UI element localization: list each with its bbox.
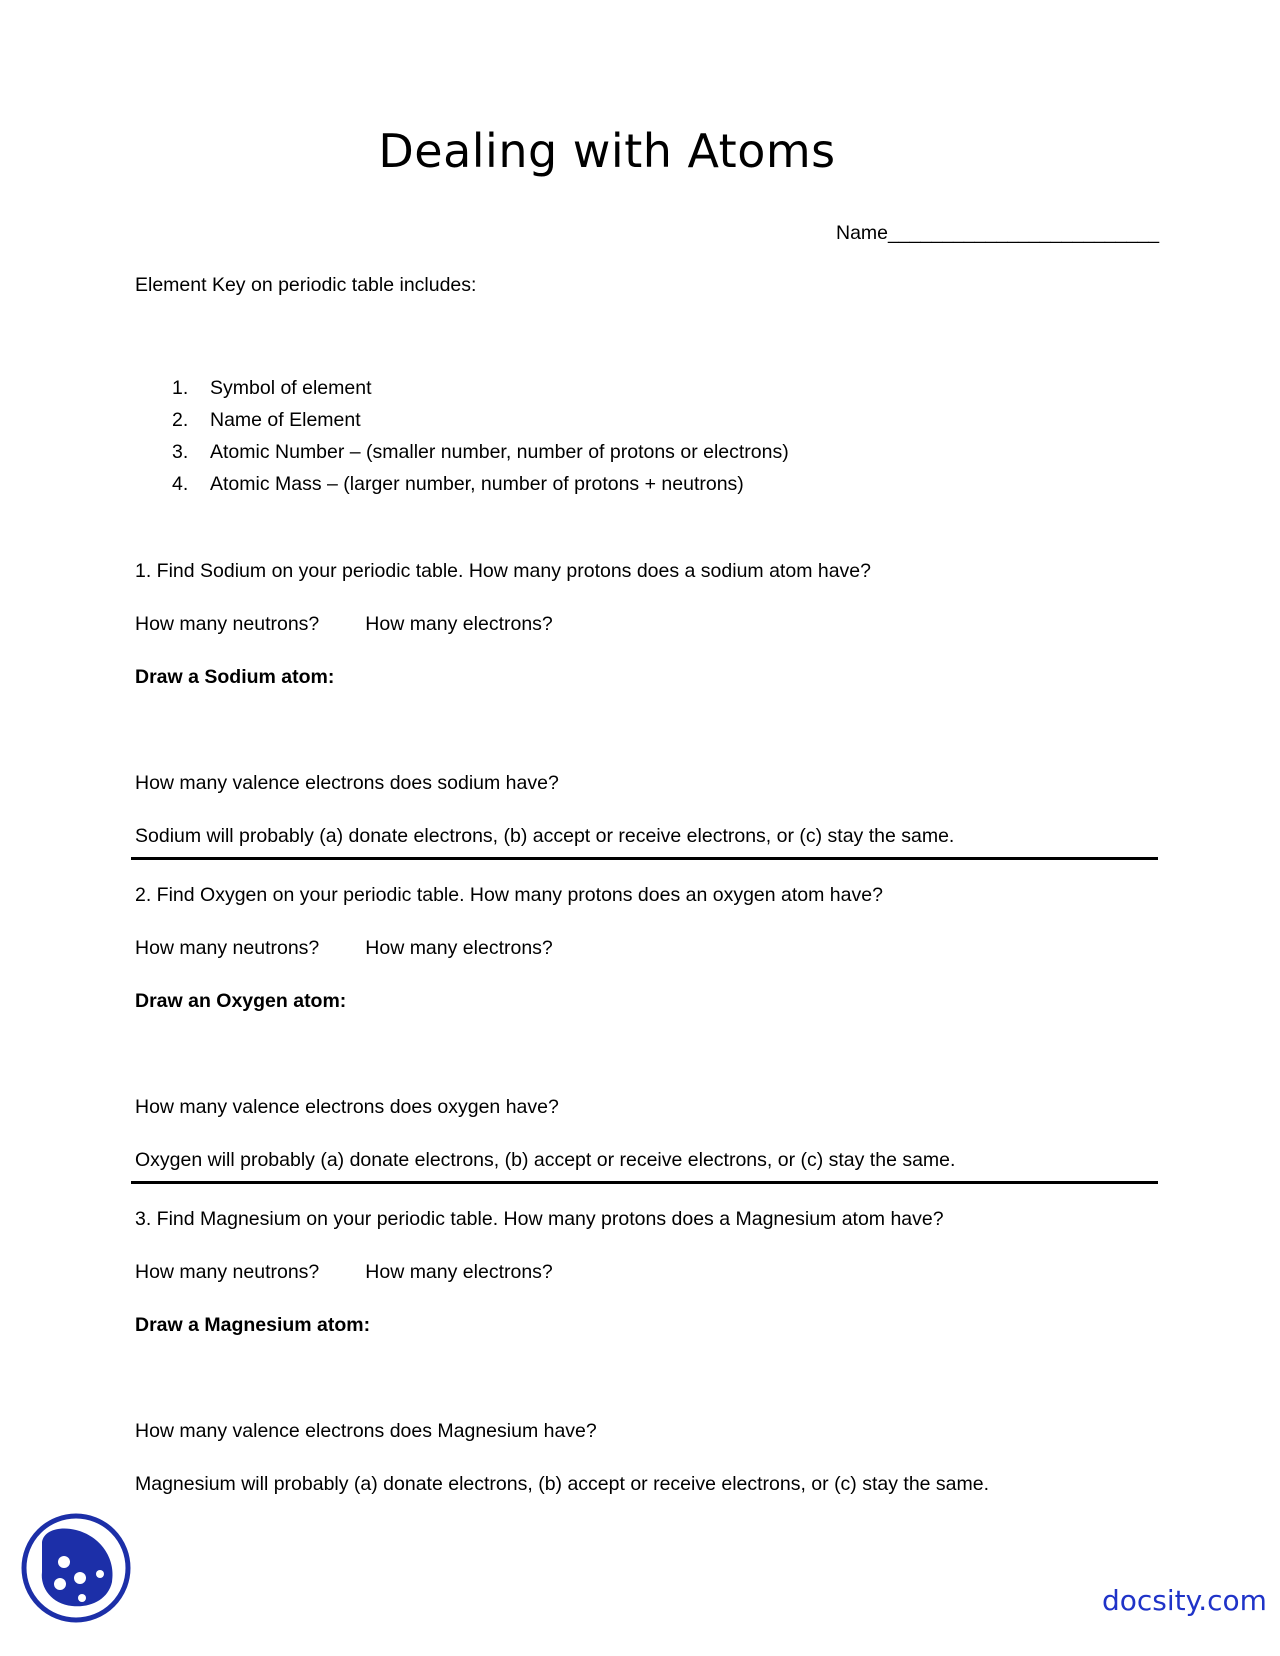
neutrons-electrons-oxygen xyxy=(135,937,553,960)
list-number: 2. xyxy=(172,409,189,431)
list-number: 3. xyxy=(172,441,189,463)
neutrons-electrons-magnesium xyxy=(135,1261,553,1284)
element-key-list xyxy=(172,372,789,500)
probably-oxygen: Oxygen will probably (a) donate electrons, (b) accept or receive electrons, or (c) stay the same. xyxy=(135,1149,956,1171)
electrons-question: How many electrons? xyxy=(365,937,553,959)
list-text: Name of Element xyxy=(210,409,361,431)
question-sodium: 1. Find Sodium on your periodic table. How many protons does a sodium atom have? xyxy=(135,560,871,582)
list-item xyxy=(172,404,789,436)
draw-sodium-label: Draw a Sodium atom: xyxy=(135,666,335,688)
draw-magnesium-label: Draw a Magnesium atom: xyxy=(135,1314,371,1336)
probably-sodium: Sodium will probably (a) donate electrons, (b) accept or receive electrons, or (c) stay the same. xyxy=(135,825,955,847)
list-item xyxy=(172,468,789,500)
list-number: 4. xyxy=(172,473,189,495)
name-field: Name_________________________ xyxy=(836,222,1160,244)
section-divider xyxy=(131,1181,1158,1184)
valence-sodium: How many valence electrons does sodium have? xyxy=(135,772,559,794)
valence-magnesium: How many valence electrons does Magnesium have? xyxy=(135,1420,597,1442)
probably-magnesium: Magnesium will probably (a) donate electrons, (b) accept or receive electrons, or (c) stay the same. xyxy=(135,1473,990,1495)
neutrons-question: How many neutrons? xyxy=(135,613,320,635)
page-title: Dealing with Atoms xyxy=(378,124,836,178)
question-oxygen: 2. Find Oxygen on your periodic table. How many protons does an oxygen atom have? xyxy=(135,884,883,906)
list-text: Atomic Mass – (larger number, number of protons + neutrons) xyxy=(210,473,744,495)
neutrons-electrons-sodium xyxy=(135,613,553,636)
neutrons-question: How many neutrons? xyxy=(135,937,320,959)
section-divider xyxy=(131,857,1158,860)
electrons-question: How many electrons? xyxy=(365,1261,553,1283)
docsity-link[interactable]: docsity.com xyxy=(1102,1584,1267,1617)
neutrons-question: How many neutrons? xyxy=(135,1261,320,1283)
docsity-logo-icon xyxy=(20,1512,132,1624)
intro-text: Element Key on periodic table includes: xyxy=(135,274,477,296)
list-text: Atomic Number – (smaller number, number of protons or electrons) xyxy=(210,441,789,463)
list-number: 1. xyxy=(172,377,189,399)
valence-oxygen: How many valence electrons does oxygen have? xyxy=(135,1096,559,1118)
electrons-question: How many electrons? xyxy=(365,613,553,635)
list-item xyxy=(172,436,789,468)
draw-oxygen-label: Draw an Oxygen atom: xyxy=(135,990,347,1012)
question-magnesium: 3. Find Magnesium on your periodic table. How many protons does a Magnesium atom have? xyxy=(135,1208,944,1230)
list-text: Symbol of element xyxy=(210,377,372,399)
list-item xyxy=(172,372,789,404)
